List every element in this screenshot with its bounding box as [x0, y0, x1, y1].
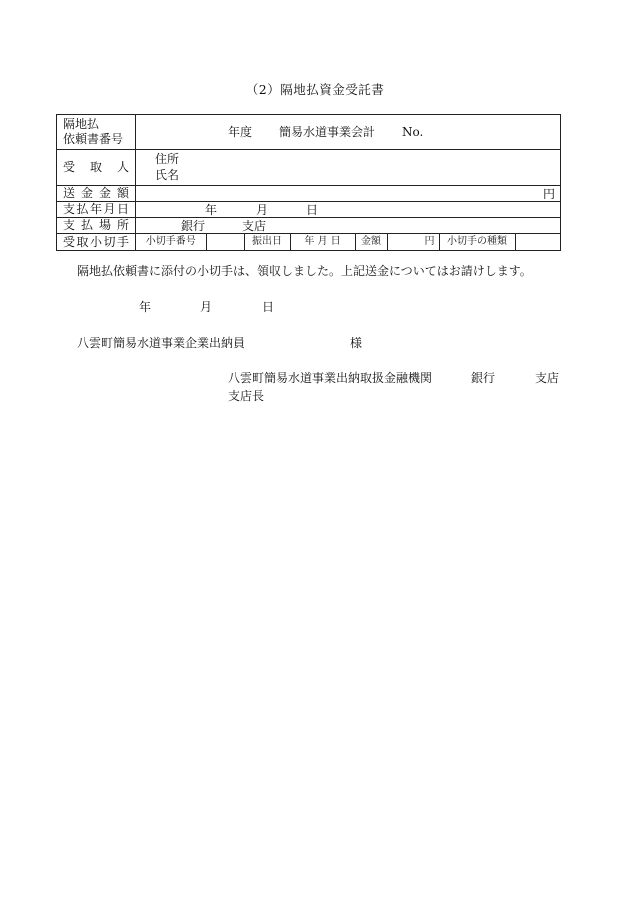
row-payment-date — [57, 202, 561, 218]
address-label: 住所 — [155, 152, 180, 166]
row-received-check — [57, 234, 561, 251]
payment-place-label-text: 支払場所 — [63, 218, 129, 232]
received-check-label-text: 受取小切手 — [63, 234, 129, 249]
month-unit: 月 — [256, 203, 269, 217]
request-number-label — [57, 115, 136, 150]
amount-label: 金額 — [355, 234, 387, 250]
payment-place-label — [57, 218, 136, 234]
issue-date-value[interactable]: 年 月 日 — [290, 234, 355, 250]
fiscal-year-label: 年度 — [228, 125, 253, 139]
yen-unit: 円 — [542, 187, 555, 201]
remittance-amount-label-text: 送金金額 — [63, 186, 129, 200]
day-unit: 日 — [306, 203, 319, 217]
request-number-label-line1: 隔地払 — [63, 117, 100, 131]
received-check-label — [57, 234, 136, 251]
remittance-amount-label — [57, 186, 136, 202]
row-payment-place — [57, 218, 561, 234]
payment-place-field[interactable] — [136, 218, 561, 234]
received-check-field — [136, 234, 561, 251]
request-number-label-line2: 依頼書番号 — [63, 132, 124, 146]
payment-date-label — [57, 202, 136, 218]
recipient-field[interactable] — [136, 150, 561, 186]
date-year: 年 — [139, 300, 152, 314]
row-request-number — [57, 115, 561, 150]
bank-name-unit: 銀行 — [471, 371, 496, 385]
amount-value[interactable]: 円 — [387, 234, 439, 250]
branch-unit: 支店 — [242, 219, 267, 233]
issue-date-label: 振出日 — [244, 234, 290, 250]
accounting-name: 簡易水道事業会計 — [279, 125, 376, 139]
check-number-value[interactable] — [206, 234, 244, 250]
name-label: 氏名 — [155, 168, 180, 182]
entrustment-form-table — [56, 114, 561, 251]
check-detail-table — [136, 234, 560, 250]
payment-date-field[interactable] — [136, 202, 561, 218]
date-month: 月 — [200, 300, 213, 314]
request-number-field[interactable] — [136, 115, 561, 150]
row-remittance-amount — [57, 186, 561, 202]
recipient-label-text: 受 取 人 — [63, 160, 129, 174]
date-day: 日 — [262, 300, 275, 314]
document-title: （2）隔地払資金受託書 — [245, 82, 385, 97]
recipient-honorific: 様 — [350, 336, 363, 350]
bank-unit: 銀行 — [181, 219, 206, 233]
year-unit: 年 — [205, 203, 218, 217]
financial-institution-label: 八雲町簡易水道事業出納取扱金融機関 — [228, 371, 433, 385]
branch-name-unit: 支店 — [535, 371, 560, 385]
check-number-label: 小切手番号 — [145, 235, 196, 247]
branch-manager-label: 支店長 — [228, 389, 265, 403]
payment-date-label-text: 支払年月日 — [63, 202, 129, 216]
check-type-label: 小切手の種類 — [439, 234, 515, 250]
number-label: No. — [402, 125, 424, 139]
recipient-label — [57, 150, 136, 186]
recipient-officer-name: 八雲町簡易水道事業企業出納員 — [77, 336, 246, 350]
receipt-statement: 隔地払依頼書に添付の小切手は、領収しました。上記送金についてはお請けします。 — [77, 264, 532, 278]
check-type-value[interactable] — [515, 234, 560, 250]
remittance-amount-field[interactable] — [136, 186, 561, 202]
row-recipient — [57, 150, 561, 186]
